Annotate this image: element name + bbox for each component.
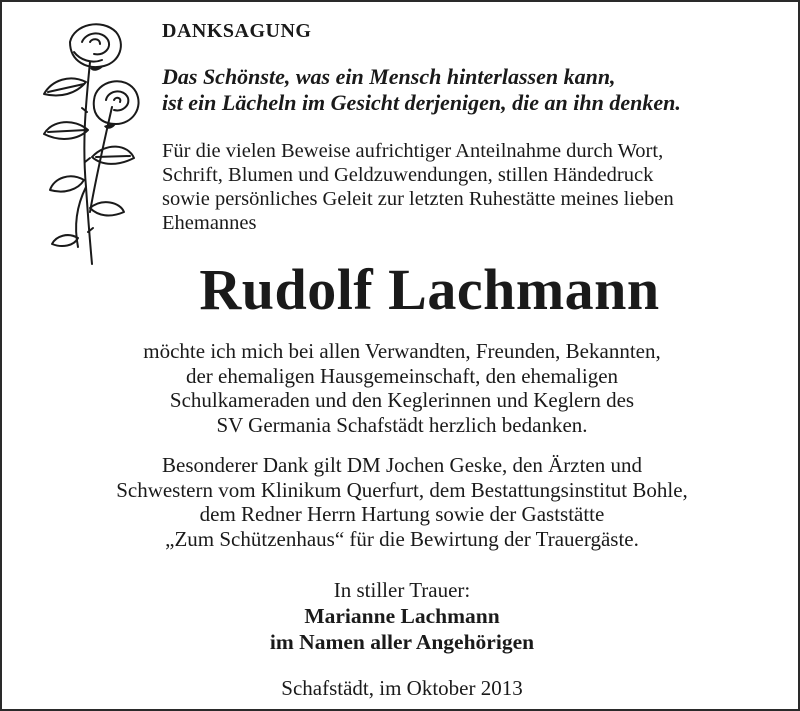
special-thanks-paragraph bbox=[2, 453, 800, 551]
thanks-paragraph bbox=[2, 339, 800, 437]
signer-name: Marianne Lachmann bbox=[304, 603, 500, 628]
intro-line: Ehemannes bbox=[162, 212, 257, 234]
heading: DANKSAGUNG bbox=[162, 20, 312, 42]
paragraph-line: möchte ich mich bei allen Verwandten, Freunden, Bekannten, bbox=[143, 339, 661, 363]
relatives-line: im Namen aller Angehörigen bbox=[269, 629, 535, 654]
paragraph-line: Schwestern vom Klinikum Querfurt, dem Bestattungsinstitut Bohle, bbox=[116, 477, 688, 502]
intro-text bbox=[162, 139, 674, 235]
signature-block bbox=[2, 578, 800, 655]
intro-line: Schrift, Blumen und Geldzuwendungen, stillen Händedruck bbox=[162, 164, 654, 186]
deceased-name: Rudolf Lachmann bbox=[199, 257, 660, 322]
rose-icon bbox=[30, 12, 148, 270]
quote bbox=[162, 64, 681, 116]
paragraph-line: Schulkameraden und den Keglerinnen und Keglern des bbox=[169, 388, 635, 412]
paragraph-line: „Zum Schützenhaus“ für die Bewirtung der Trauergäste. bbox=[165, 526, 639, 551]
paragraph-line: dem Redner Herrn Hartung sowie der Gaststätte bbox=[199, 502, 605, 526]
quote-line: Das Schönste, was ein Mensch hinterlassen kann, bbox=[162, 64, 616, 89]
quote-line: ist ein Lächeln im Gesicht derjenigen, die an ihn denken. bbox=[162, 90, 681, 115]
intro-line: sowie persönliches Geleit zur letzten Ruhestätte meines lieben bbox=[162, 188, 674, 210]
paragraph-line: der ehemaligen Hausgemeinschaft, den ehemaligen bbox=[185, 363, 619, 388]
paragraph-line: Besonderer Dank gilt DM Jochen Geske, den Ärzten und bbox=[162, 453, 642, 477]
intro-line: Für die vielen Beweise aufrichtiger Anteilnahme durch Wort, bbox=[162, 140, 664, 162]
mourning-line: In stiller Trauer: bbox=[333, 578, 471, 602]
place-date: Schafstädt, im Oktober 2013 bbox=[281, 676, 523, 700]
paragraph-line: SV Germania Schafstädt herzlich bedanken. bbox=[216, 412, 588, 437]
